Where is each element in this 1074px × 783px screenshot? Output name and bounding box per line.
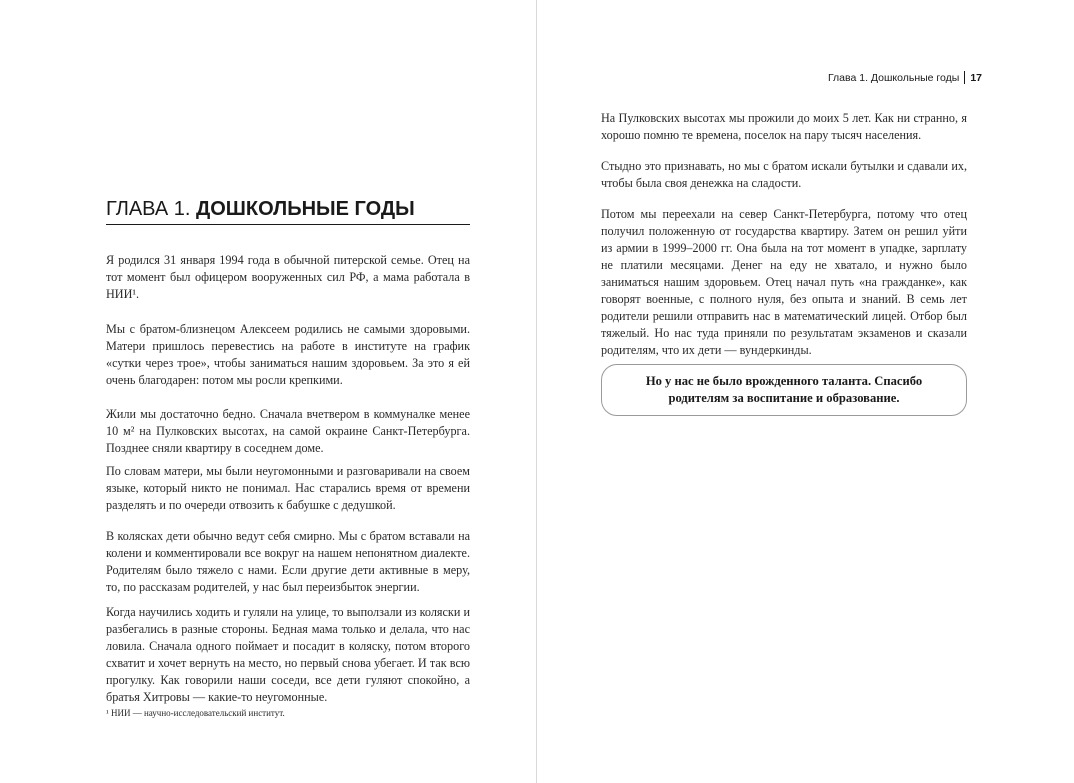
body-paragraph-1: Я родился 31 января 1994 года в обычной питерской семье. Отец на тот момент был офицером вооруженных сил РФ, а мама работала в НИИ¹. [106, 253, 470, 301]
body-paragraph-3: Жили мы достаточно бедно. Сначала вчетвером в коммуналке менее 10 м² на Пулковских высотах, на самой окраине Санкт-Петербурга. Позднее сняли квартиру в соседнем доме. [106, 407, 470, 455]
left-page [0, 0, 536, 783]
running-head-title: Глава 1. Дошкольные годы [827, 71, 960, 84]
chapter-title-rule [106, 224, 470, 225]
chapter-title [106, 198, 470, 222]
right-paragraph-2: Стыдно это признавать, но мы с братом искали бутылки и сдавали их, чтобы была своя денежка на сладости. [601, 159, 967, 190]
page-number: 17 [970, 71, 982, 84]
running-head [828, 71, 982, 84]
callout-box [601, 364, 967, 416]
body-paragraph-2: Мы с братом-близнецом Алексеем родились не самыми здоровыми. Матери пришлось перевестись на работе в институте на график «сутки через трое», чтобы заниматься нашим здоровьем. За это я ей очень благодарен: потом мы росли крепкими. [106, 322, 470, 387]
body-paragraph-5: В колясках дети обычно ведут себя смирно. Мы с братом вставали на колени и комментировали все вокруг на нашем непонятном диалекте. Родителям было тяжело с нами. Если другие дети активные в меру, то, по рассказам родителей, у нас был переизбыток энергии. [106, 529, 470, 594]
right-paragraph-3: Потом мы переехали на север Санкт-Петербурга, потому что отец получил положенную от государства квартиру. Затем он решил уйти из армии в 1999–2000 гг. Она была на тот момент в упадке, зарплату не платили месяцами. Денег на еду не хватало, и нужно было заниматься нашим здоровьем. Отец начал путь «на гражданке», как говорят военные, с полного нуля, без опыта и знаний. В семь лет родители решили отправить нас в математический лицей. Отбор был тяжелый. Но нас туда приняли по результатам экзаменов и сказали родителям, что их дети — вундеркинды. [601, 207, 967, 357]
callout-text: Но у нас не было врожденного таланта. Спасибо родителям за воспитание и образование. [645, 374, 923, 405]
body-paragraph-6: Когда научились ходить и гуляли на улице, то выползали из коляски и разбегались в разные стороны. Бедная мама только и делала, что нас ловила. Сначала одного поймает и посадит в коляску, потом второго схватит и хочет вернуть на место, но первый снова убегает. И так всю прогулку. Как говорили наши соседи, все дети гуляют спокойно, а братья Хитровы — какие-то неугомонные. [106, 605, 470, 704]
chapter-name: ДОШКОЛЬНЫЕ ГОДЫ [196, 198, 415, 220]
chapter-label: ГЛАВА 1. [106, 198, 191, 220]
body-paragraph-4: По словам матери, мы были неугомонными и разговаривали на своем языке, который никто не понимал. Нас старались время от времени разделять и по очереди отвозить к бабушке с дедушкой. [106, 464, 470, 512]
running-head-divider [964, 71, 965, 84]
footnote: ¹ НИИ — научно-исследовательский институт. [106, 708, 285, 718]
right-paragraph-1: На Пулковских высотах мы прожили до моих 5 лет. Как ни странно, я хорошо помню те времена, поселок на пару тысяч населения. [601, 111, 967, 142]
